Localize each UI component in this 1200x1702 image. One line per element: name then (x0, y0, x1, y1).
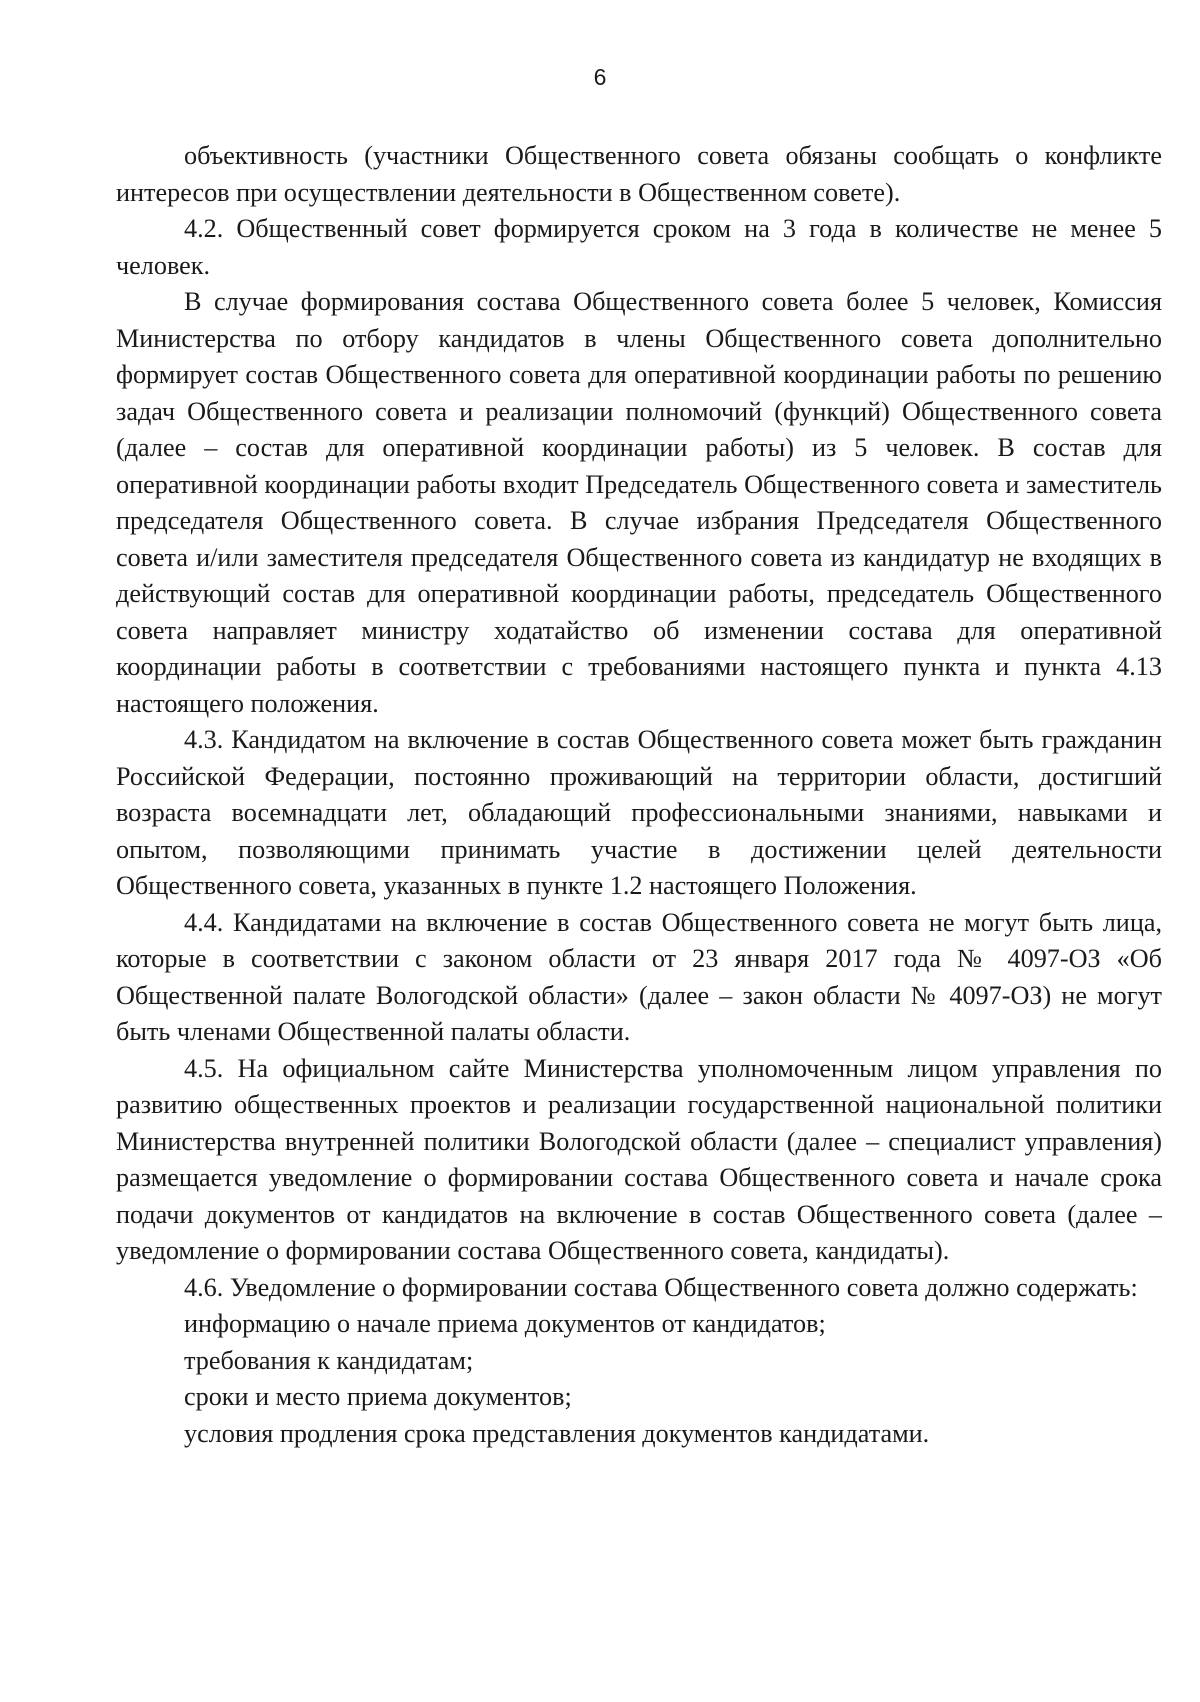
list-item: информацию о начале приема документов от кандидатов; (184, 1309, 826, 1338)
list-item: сроки и место приема документов; (184, 1382, 572, 1411)
paragraph-4-6: 4.6. Уведомление о формировании состава Общественного совета должно содержать: (184, 1272, 1138, 1302)
list-item: условия продления срока представления документов кандидатами. (184, 1418, 930, 1448)
paragraph-4-4: 4.4. Кандидатами на включение в состав Общественного совета не могут быть лица, которые в соответствии с законом области от 23 января 2017 года № 4097-ОЗ «Об Общественной палате Вологодской области» (далее – закон области № 4097-ОЗ) не могут быть членами Общественной палаты области. (116, 907, 1162, 1046)
paragraph-composition: В случае формирования состава Общественного совета более 5 человек, Комиссия Министерства по отбору кандидатов в члены Общественного совета дополнительно формирует состав Общественного совета для оперативной координации работы по решению задач Общественного совета и реализации полномочий (функций) Общественного совета (далее – состав для оперативной координации работы) из 5 человек. В состав для оперативной координации работы входит Председатель Общественного совета и заместитель председателя Общественного совета. В случае избрания Председателя Общественного совета и/или заместителя председателя Общественного совета из кандидатур не входящих в действующий состав для оперативной координации работы, председатель Общественного совета направляет министру ходатайство об изменении состава для оперативной координации работы в соответствии с требованиями настоящего пункта и пункта 4.13 настоящего положения. (116, 287, 1162, 718)
paragraph-4-2: 4.2. Общественный совет формируется сроком на 3 года в количестве не менее 5 человек. (116, 214, 1162, 280)
paragraph-objectivity: объективность (участники Общественного совета обязаны сообщать о конфликте интересов при осуществлении деятельности в Общественном совете). (116, 141, 1162, 207)
page-number: 6 (593, 64, 607, 90)
document-body (116, 138, 1162, 1452)
paragraph-4-3: 4.3. Кандидатом на включение в состав Общественного совета может быть гражданин Российской Федерации, постоянно проживающий на территории области, достигший возраста восемнадцати лет, обладающий профессиональными знаниями, навыками и опытом, позволяющими принимать участие в достижении целей деятельности Общественного совета, указанных в пункте 1.2 настоящего Положения. (116, 725, 1162, 900)
paragraph-4-5: 4.5. На официальном сайте Министерства уполномоченным лицом управления по развитию общественных проектов и реализации государственной национальной политики Министерства внутренней политики Вологодской области (далее – специалист управления) размещается уведомление о формировании состава Общественного совета и начале срока подачи документов от кандидатов на включение в состав Общественного совета (далее – уведомление о формировании состава Общественного совета, кандидаты). (116, 1053, 1162, 1265)
list-item: требования к кандидатам; (184, 1345, 474, 1375)
